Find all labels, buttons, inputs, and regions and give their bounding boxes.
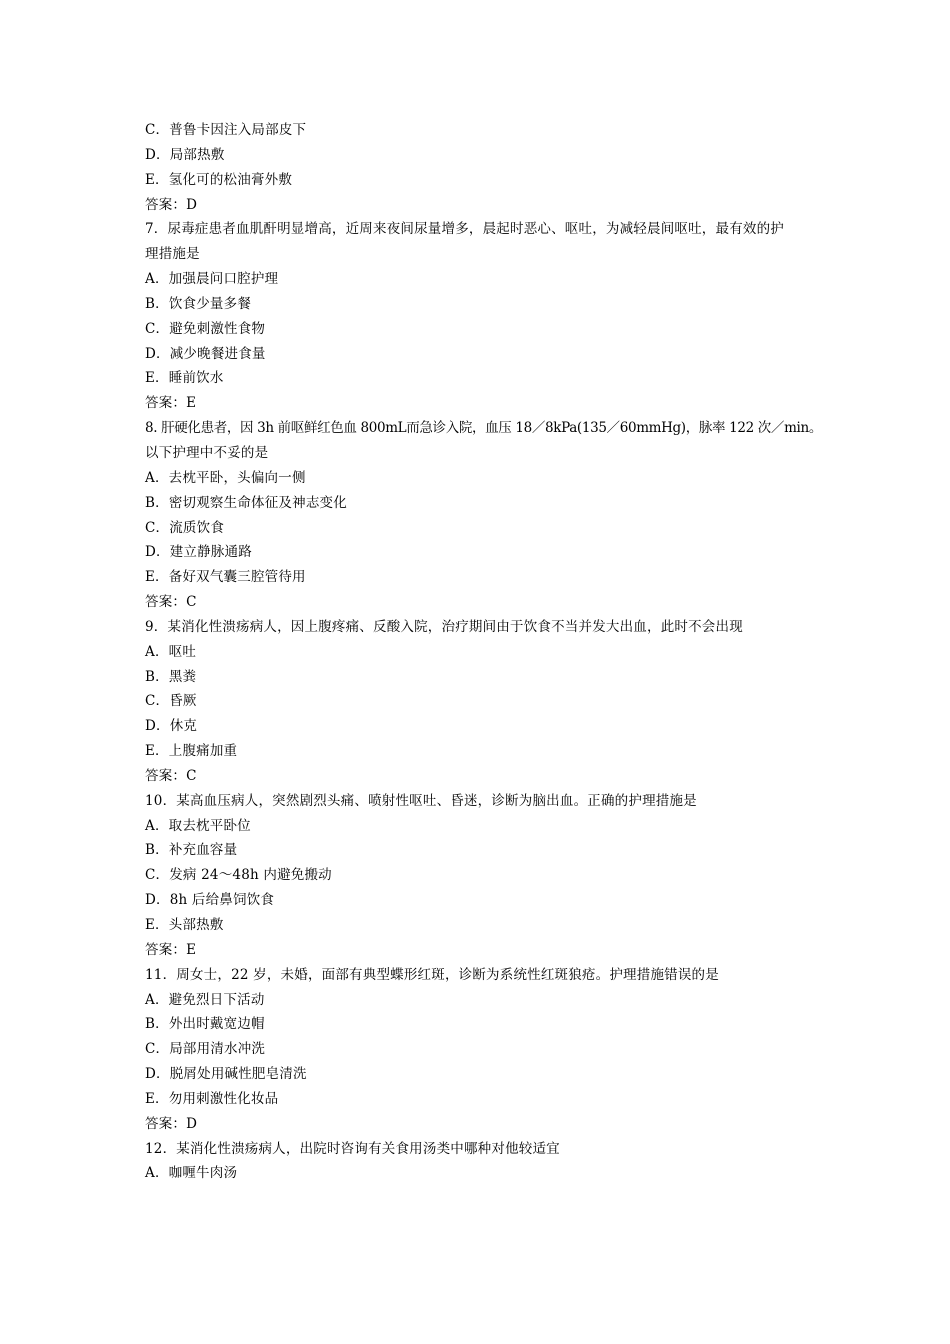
option-line: D．8h 后给鼻饲饮食 bbox=[145, 892, 275, 909]
question-line: 10．某高血压病人，突然剧烈头痛、喷射性呕吐、昏迷，诊断为脑出血。正确的护理措施是 bbox=[145, 792, 697, 809]
option-line: A．去枕平卧，头偏向一侧 bbox=[145, 469, 306, 486]
option-line: C．普鲁卡因注入局部皮下 bbox=[145, 122, 307, 138]
question-line: 8. 肝硬化患者，因 3h 前呕鲜红色血 800mL而急诊入院，血压 18／8kPa(135／60mmHg)，脉率 122 次／min。 bbox=[145, 420, 822, 437]
question-line: 9．某消化性溃疡病人，因上腹疼痛、反酸入院，治疗期间由于饮食不当并发大出血，此时不会出现 bbox=[145, 618, 743, 635]
option-line: C．流质饮食 bbox=[145, 519, 225, 536]
option-line: B．补充血容量 bbox=[145, 842, 238, 859]
option-line: E．备好双气囊三腔管待用 bbox=[145, 569, 306, 586]
answer-line: 答案：D bbox=[145, 196, 198, 213]
option-line: B．密切观察生命体征及神志变化 bbox=[145, 494, 347, 511]
option-line: E．睡前饮水 bbox=[145, 370, 224, 387]
option-line: A．呕吐 bbox=[145, 643, 197, 660]
answer-line: 答案：E bbox=[145, 941, 197, 958]
answer-line: 答案：E bbox=[145, 395, 197, 412]
option-line: D．局部热敷 bbox=[145, 146, 225, 163]
question-line: 11．周女士，22 岁，未婚，面部有典型蝶形红斑，诊断为系统性红斑狼疮。护理措施错误的是 bbox=[145, 966, 719, 983]
option-line: A．取去枕平卧位 bbox=[145, 817, 251, 834]
option-line: A．咖喱牛肉汤 bbox=[145, 1165, 238, 1182]
question-line: 理措施是 bbox=[145, 246, 200, 263]
option-line: E．头部热敷 bbox=[145, 917, 224, 933]
answer-line: 答案：C bbox=[145, 767, 197, 784]
option-line: A．避免烈日下活动 bbox=[145, 991, 265, 1008]
answer-line: 答案：C bbox=[145, 594, 197, 611]
option-line: B．黑粪 bbox=[145, 668, 197, 685]
option-line: C．昏厥 bbox=[145, 693, 197, 710]
option-line: D．建立静脉通路 bbox=[145, 544, 252, 561]
question-line: 12．某消化性溃疡病人，出院时咨询有关食用汤类中哪种对他较适宜 bbox=[145, 1140, 560, 1157]
option-line: C．避免刺激性食物 bbox=[145, 320, 266, 337]
option-line: B．饮食少量多餐 bbox=[145, 295, 252, 312]
option-line: D．休克 bbox=[145, 718, 198, 735]
question-line: 7．尿毒症患者血肌酐明显增高，近周来夜间尿量增多，晨起时恶心、呕吐，为减轻晨间呕吐，最有效的护 bbox=[145, 221, 784, 238]
option-line: D．脱屑处用碱性肥皂清洗 bbox=[145, 1066, 307, 1083]
option-line: E．勿用刺激性化妆品 bbox=[145, 1090, 279, 1107]
option-line: B．外出时戴宽边帽 bbox=[145, 1016, 265, 1033]
option-line: A．加强晨问口腔护理 bbox=[145, 271, 279, 288]
option-line: E．氢化可的松油膏外敷 bbox=[145, 171, 293, 188]
option-line: C．发病 24～48h 内避免搬动 bbox=[145, 867, 332, 884]
option-line: D．减少晚餐进食量 bbox=[145, 345, 266, 362]
question-line: 以下护理中不妥的是 bbox=[145, 444, 269, 461]
answer-line: 答案：D bbox=[145, 1115, 198, 1132]
document-page bbox=[145, 118, 822, 1186]
option-line: C．局部用清水冲洗 bbox=[145, 1041, 266, 1058]
option-line: E．上腹痛加重 bbox=[145, 743, 238, 760]
